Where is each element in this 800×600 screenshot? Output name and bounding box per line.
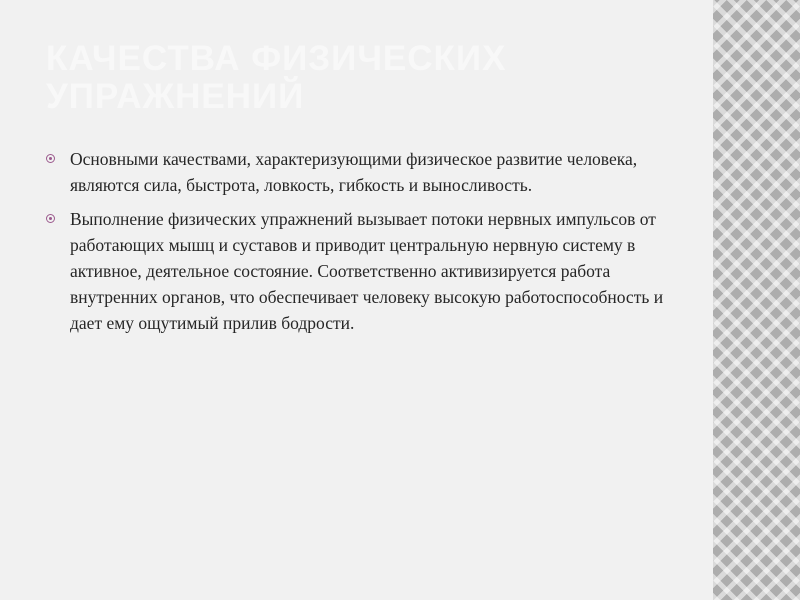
bullet-text: Основными качествами, характеризующими физическое развитие человека, являются сила, быстрота, ловкость, гибкость и выносливость.	[70, 149, 638, 195]
decorative-side-pattern	[713, 0, 800, 600]
slide-title: КАЧЕСТВА ФИЗИЧЕСКИХ УПРАЖНЕНИЙ	[46, 39, 507, 116]
circle-bullet-icon	[46, 214, 55, 223]
bullet-text: Выполнение физических упражнений вызывает потоки нервных импульсов от работающих мышц и суставов и приводит центральную нервную систему в активное, деятельное состояние. Соответственно активизируется работа внутренних органов, что обеспечивает человеку высокую работоспособность и дает ему ощутимый прилив бодрости.	[70, 209, 664, 333]
bullet-list	[46, 146, 676, 344]
circle-bullet-icon	[46, 154, 55, 163]
bullet-item	[46, 146, 676, 198]
bullet-item	[46, 206, 676, 336]
